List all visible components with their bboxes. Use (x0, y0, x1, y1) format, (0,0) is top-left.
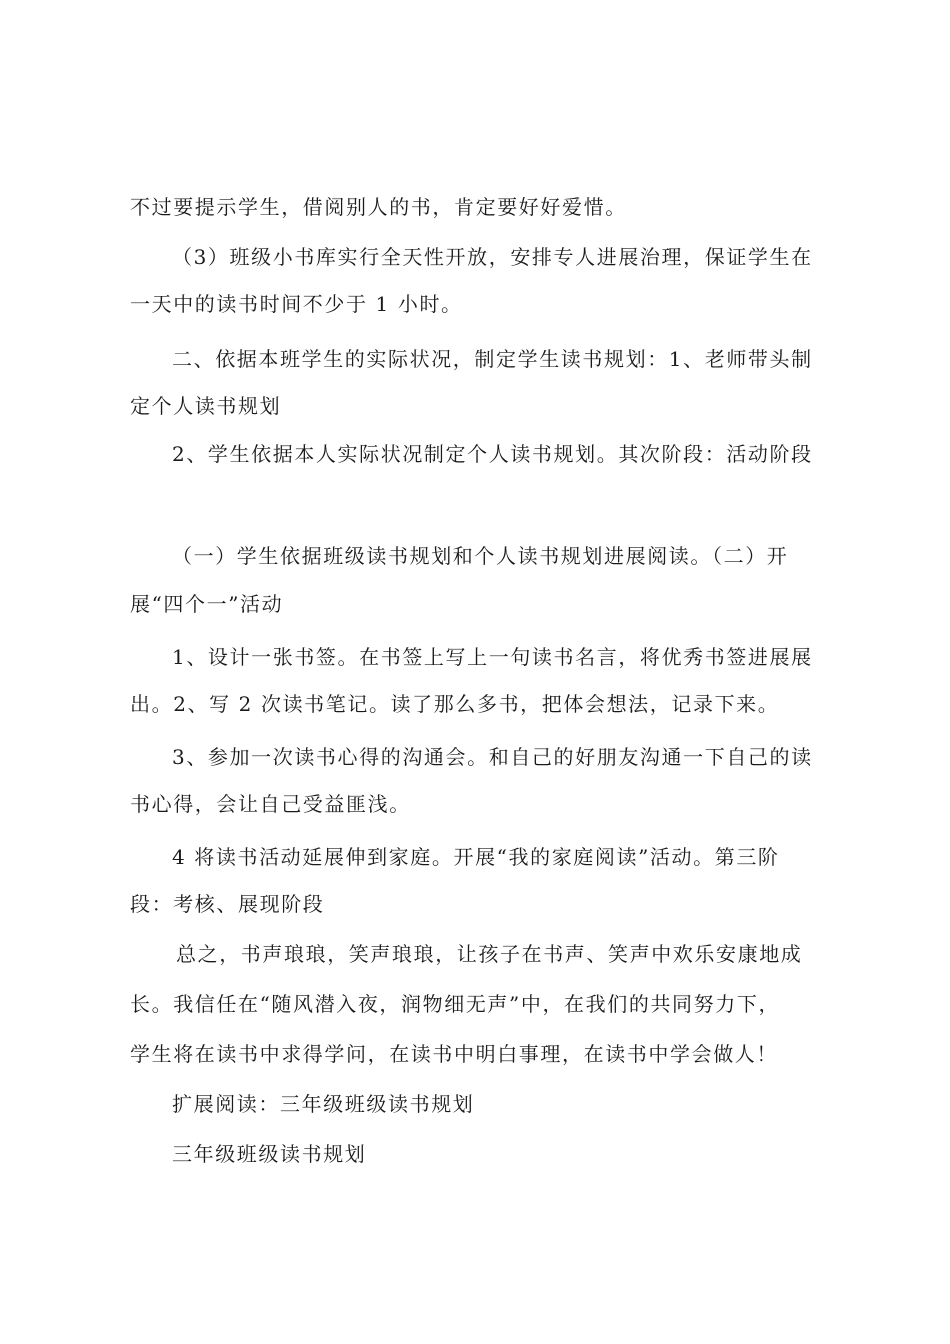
text-line: 二、依据本班学生的实际状况，制定学生读书规划：1、老师带头制 (172, 347, 813, 371)
text-line: 一天中的读书时间不少于 1 小时。 (130, 292, 463, 316)
text-line: 段：考核、展现阶段 (130, 892, 325, 916)
text-line: 不过要提示学生，借阅别人的书，肯定要好好爱惜。 (130, 195, 627, 219)
text-line: 学生将在读书中求得学问，在读书中明白事理，在读书中学会做人！ (130, 1042, 778, 1066)
text-line: 书心得，会让自己受益匪浅。 (130, 792, 411, 816)
text-line: （一）学生依据班级读书规划和个人读书规划进展阅读。（二）开 (172, 544, 789, 568)
text-line: 1、设计一张书签。在书签上写上一句读书名言，将优秀书签进展展 (172, 645, 813, 669)
text-line: 定个人读书规划 (130, 394, 282, 418)
text-line: 3、参加一次读书心得的沟通会。和自己的好朋友沟通一下自己的读 (172, 745, 813, 769)
text-line: 扩展阅读：三年级班级读书规划 (172, 1092, 475, 1116)
text-line: 长。我信任在“随风潜入夜，润物细无声”中，在我们的共同努力下， (130, 992, 781, 1016)
text-line: 展“四个一”活动 (130, 592, 284, 616)
text-line: 4 将读书活动延展伸到家庭。开展“我的家庭阅读”活动。第三阶 (172, 845, 780, 869)
text-line: 总之，书声琅琅，笑声琅琅，让孩子在书声、笑声中欢乐安康地成 (176, 942, 803, 966)
text-line: 2、学生依据本人实际状况制定个人读书规划。其次阶段：活动阶段 (172, 442, 813, 466)
text-line: （3）班级小书库实行全天性开放，安排专人进展治理，保证学生在 (172, 245, 813, 269)
text-line: 出。2、写 2 次读书笔记。读了那么多书，把体会想法，记录下来。 (130, 692, 780, 716)
text-line: 三年级班级读书规划 (172, 1142, 367, 1166)
